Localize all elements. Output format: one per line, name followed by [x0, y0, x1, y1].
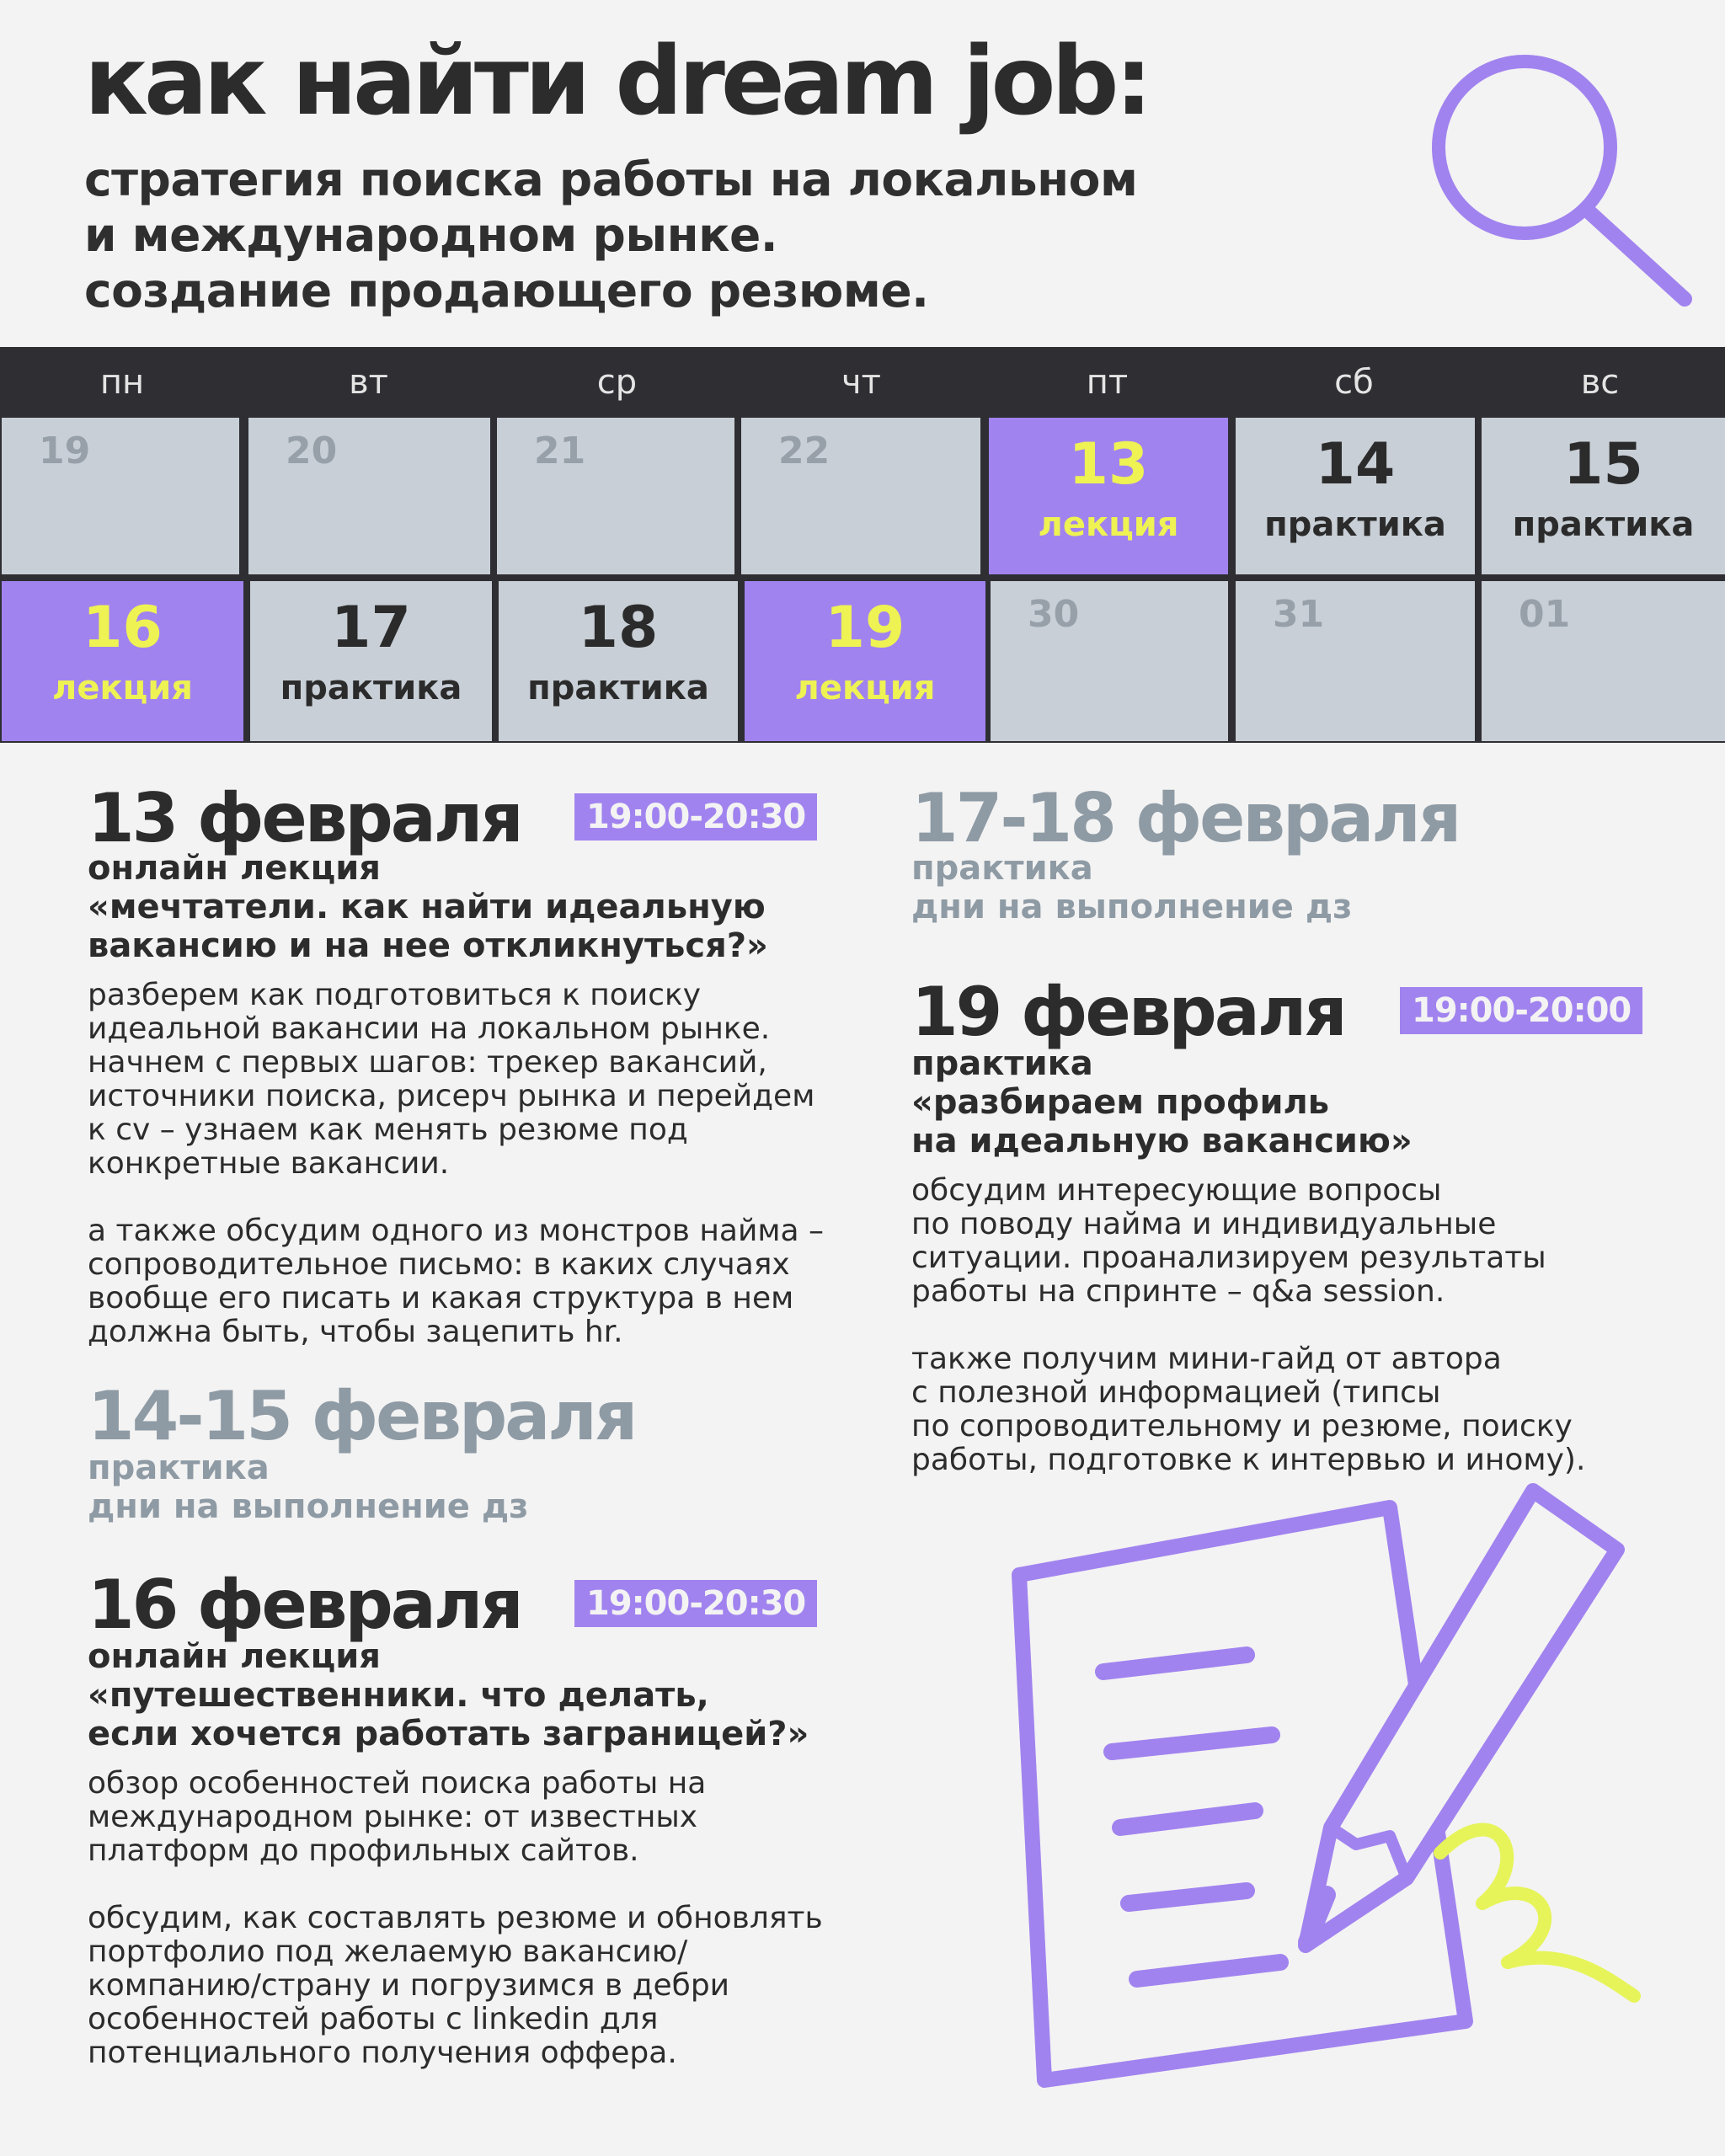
- event-description: разберем как подготовиться к поиску: [88, 978, 702, 1012]
- calendar-day-practice: [499, 581, 738, 741]
- day-number: 13: [1068, 431, 1149, 498]
- calendar-day-inactive: [991, 581, 1228, 741]
- day-number: 15: [1563, 431, 1643, 498]
- event-note: дни на выполнение дз: [88, 1487, 529, 1526]
- calendar-day-inactive: [248, 418, 490, 574]
- day-number: 21: [534, 430, 586, 472]
- date-heading: 16 февраля: [88, 1566, 521, 1644]
- calendar-day-inactive: [1236, 581, 1475, 741]
- calendar: [0, 347, 1725, 743]
- calendar-day-lecture: [745, 581, 985, 741]
- event-description: сопроводительное письмо: в каких случаях: [88, 1247, 790, 1282]
- weekday-label: пн: [99, 363, 145, 402]
- day-label: лекция: [52, 669, 193, 707]
- weekday-label: чт: [841, 363, 881, 402]
- event-topic: вакансию и на нее откликнуться?»: [88, 926, 768, 965]
- event-block: [911, 1044, 1585, 1477]
- day-number: 16: [83, 595, 163, 661]
- event-description: ситуации. проанализируем результаты: [911, 1241, 1546, 1275]
- day-number: 14: [1315, 431, 1396, 498]
- calendar-day-inactive: [2, 418, 239, 574]
- event-description: к cv – узнаем как менять резюме под: [88, 1113, 688, 1147]
- calendar-day-lecture: [2, 581, 243, 741]
- event-kind: практика: [911, 849, 1093, 888]
- day-label: практика: [527, 669, 709, 707]
- time-badge: 19:00-20:30: [574, 793, 817, 841]
- weekday-label: сб: [1334, 363, 1374, 402]
- magnifier-icon: [1415, 42, 1701, 320]
- date-heading: 19 февраля: [911, 973, 1345, 1051]
- event-description: идеальной вакансии на локальном рынке.: [88, 1011, 771, 1046]
- event-description: начнем с первых шагов: трекер вакансий,: [88, 1045, 767, 1080]
- event-description: работы, подготовке к интервью и иному).: [911, 1443, 1586, 1477]
- event-kind: практика: [88, 1449, 270, 1487]
- day-label: лекция: [794, 669, 936, 707]
- event-kind: онлайн лекция: [88, 1637, 381, 1676]
- weekday-header: [0, 347, 1725, 418]
- event-description: платформ до профильных сайтов.: [88, 1833, 639, 1868]
- event-kind: онлайн лекция: [88, 849, 381, 888]
- event-note: дни на выполнение дз: [911, 888, 1353, 926]
- calendar-day-practice: [1236, 418, 1475, 574]
- day-number: 01: [1519, 593, 1571, 636]
- event-description: по поводу найма и индивидуальные: [911, 1207, 1497, 1241]
- event-topic: «мечтатели. как найти идеальную: [88, 888, 766, 926]
- date-heading: 13 февраля: [88, 779, 521, 857]
- weekday-label: вт: [349, 363, 388, 402]
- calendar-day-inactive: [497, 418, 734, 574]
- day-number: 19: [39, 430, 91, 472]
- event-description: с полезной информацией (типсы: [911, 1375, 1441, 1410]
- event-block: [88, 849, 824, 1349]
- time-badge: 19:00-20:30: [574, 1580, 817, 1627]
- event-description: международном рынке: от известных: [88, 1800, 698, 1834]
- event-topic: если хочется работать заграницей?»: [88, 1715, 809, 1753]
- day-number: 17: [331, 595, 411, 661]
- event-topic: «разбираем профиль: [911, 1083, 1330, 1122]
- date-heading: 14-15 февраля: [88, 1377, 636, 1455]
- event-description: работы на спринте – q&a session.: [911, 1274, 1445, 1309]
- event-description: потенциального получения оффера.: [88, 2036, 677, 2070]
- event-block: [911, 849, 1352, 926]
- event-description: обзор особенностей поиска работы на: [88, 1766, 707, 1801]
- calendar-day-inactive: [741, 418, 980, 574]
- event-description: компанию/страну и погрузимся в дебри: [88, 1968, 730, 2003]
- day-label: практика: [280, 669, 462, 707]
- event-description: источники поиска, рисерч рынка и перейдем: [88, 1079, 815, 1113]
- event-description: обсудим, как составлять резюме и обновлять: [88, 1901, 823, 1935]
- weekday-label: вс: [1580, 363, 1620, 402]
- weekday-label: пт: [1086, 363, 1129, 402]
- page-title: как найти dream job:: [84, 27, 1149, 136]
- day-number: 20: [286, 430, 338, 472]
- calendar-day-practice: [1482, 418, 1725, 574]
- day-number: 18: [578, 595, 659, 661]
- day-label: практика: [1512, 505, 1695, 544]
- event-description: портфолио под желаемую вакансию/: [88, 1935, 688, 1969]
- day-number: 19: [825, 595, 905, 661]
- page-subtitle: [84, 152, 1137, 318]
- event-description: обсудим интересующие вопросы: [911, 1173, 1442, 1208]
- event-description: конкретные вакансии.: [88, 1146, 450, 1181]
- calendar-day-practice: [250, 581, 492, 741]
- calendar-day-inactive: [1482, 581, 1725, 741]
- document-pencil-icon: [994, 1474, 1668, 2114]
- event-kind: практика: [911, 1044, 1093, 1083]
- event-description: должна быть, чтобы зацепить hr.: [88, 1315, 623, 1349]
- event-topic: на идеальную вакансию»: [911, 1122, 1413, 1161]
- event-block: [88, 1449, 528, 1526]
- day-label: практика: [1264, 505, 1446, 544]
- calendar-day-lecture: [989, 418, 1228, 574]
- event-description: вообще его писать и какая структура в нем: [88, 1281, 794, 1315]
- event-description: также получим мини-гайд от автора: [911, 1342, 1502, 1376]
- event-description: а также обсудим одного из монстров найма –: [88, 1214, 825, 1248]
- day-number: 22: [778, 430, 830, 472]
- day-number: 31: [1273, 593, 1325, 636]
- subtitle-line: создание продающего резюме.: [84, 264, 929, 318]
- day-label: лекция: [1038, 505, 1179, 544]
- time-badge: 19:00-20:00: [1400, 987, 1642, 1034]
- event-description: по сопроводительному и резюме, поиску: [911, 1409, 1573, 1444]
- date-heading: 17-18 февраля: [911, 779, 1460, 857]
- event-topic: «путешественники. что делать,: [88, 1676, 709, 1715]
- day-number: 30: [1028, 593, 1080, 636]
- subtitle-line: и международном рынке.: [84, 208, 778, 262]
- event-description: особенностей работы с linkedin для: [88, 2002, 659, 2036]
- weekday-label: ср: [596, 363, 638, 402]
- event-block: [88, 1637, 823, 2070]
- subtitle-line: стратегия поиска работы на локальном: [84, 152, 1138, 206]
